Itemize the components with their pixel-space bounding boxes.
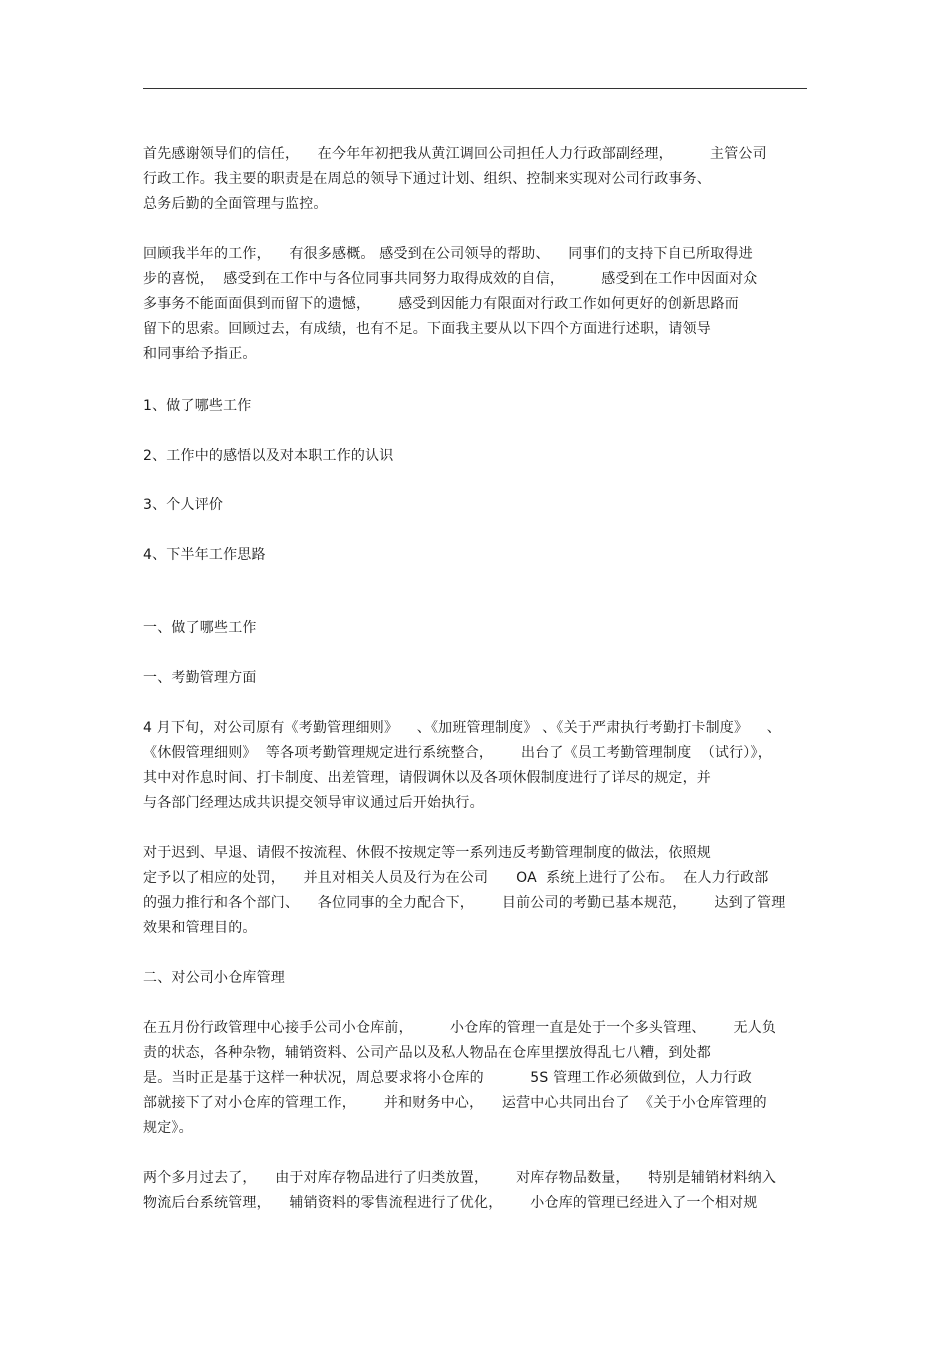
outline-item: 1、做了哪些工作 — [143, 398, 252, 414]
section-heading: 一、做了哪些工作 — [143, 620, 257, 636]
outline-item: 4、下半年工作思路 — [143, 547, 266, 563]
paragraph-review-line: 步的喜悦， 感受到在工作中与各位同事共同努力取得成效的自信， 感受到在工作中因面对众 — [143, 271, 758, 287]
paragraph-penalty-line: 效果和管理目的。 — [143, 920, 257, 936]
paragraph-penalty-line: 的强力推行和各个部门、 各位同事的全力配合下， 目前公司的考勤已基本规范， 达到了管理 — [143, 895, 786, 911]
paragraph-attendance-line: 其中对作息时间、打卡制度、出差管理，请假调休以及各项休假制度进行了详尽的规定，并 — [143, 770, 711, 786]
paragraph-review-line: 多事务不能面面俱到而留下的遗憾， 感受到因能力有限面对行政工作如何更好的创新思路而 — [143, 296, 739, 312]
paragraph-intro-line: 首先感谢领导们的信任， 在今年年初把我从黄江调回公司担任人力行政部副经理， 主管公司 — [143, 146, 767, 162]
paragraph-warehouse-line: 规定》。 — [143, 1120, 193, 1136]
paragraph-warehouse-line: 是。当时正是基于这样一种状况，周总要求将小仓库的 5S 管理工作必须做到位，人力行政 — [143, 1070, 752, 1086]
paragraph-penalty-line: 定予以了相应的处罚， 并且对相关人员及行为在公司 OA 系统上进行了公布。 在人力行政部 — [143, 870, 769, 886]
paragraph-warehouse-line: 责的状态，各种杂物，辅销资料、公司产品以及私人物品在仓库里摆放得乱七八糟，到处都 — [143, 1045, 711, 1061]
paragraph-attendance-line: 《休假管理细则》 等各项考勤管理规定进行系统整合， 出台了《员工考勤管理制度 （试行）》， — [143, 745, 772, 761]
paragraph-penalty-line: 对于迟到、早退、请假不按流程、休假不按规定等一系列违反考勤管理制度的做法，依照规 — [143, 845, 711, 861]
paragraph-attendance-line: 4 月下旬，对公司原有《考勤管理细则》 、《加班管理制度》 、《关于严肃执行考勤打卡制度》 、 — [143, 720, 782, 736]
outline-item: 2、工作中的感悟以及对本职工作的认识 — [143, 448, 394, 464]
paragraph-results-line: 两个多月过去了， 由于对库存物品进行了归类放置， 对库存物品数量， 特别是辅销材料纳入 — [143, 1170, 777, 1186]
paragraph-results-line: 物流后台系统管理， 辅销资料的零售流程进行了优化， 小仓库的管理已经进入了一个相对规 — [143, 1195, 758, 1211]
paragraph-review-line: 回顾我半年的工作， 有很多感概。 感受到在公司领导的帮助、 同事们的支持下自已所取得进 — [143, 246, 753, 262]
paragraph-warehouse-line: 在五月份行政管理中心接手公司小仓库前， 小仓库的管理一直是处于一个多头管理、 无人负 — [143, 1020, 777, 1036]
paragraph-warehouse-line: 部就接下了对小仓库的管理工作， 并和财务中心， 运营中心共同出台了 《关于小仓库管理的 — [143, 1095, 767, 1111]
paragraph-review-line: 留下的思索。回顾过去，有成绩，也有不足。下面我主要从以下四个方面进行述职，请领导 — [143, 321, 711, 337]
paragraph-intro-line: 总务后勤的全面管理与监控。 — [143, 196, 328, 212]
paragraph-attendance-line: 与各部门经理达成共识提交领导审议通过后开始执行。 — [143, 795, 484, 811]
subsection-heading: 一、考勤管理方面 — [143, 670, 257, 686]
outline-item: 3、个人评价 — [143, 497, 224, 513]
paragraph-review-line: 和同事给予指正。 — [143, 346, 257, 362]
subsection-heading: 二、对公司小仓库管理 — [143, 970, 285, 986]
paragraph-intro-line: 行政工作。我主要的职责是在周总的领导下通过计划、组织、控制来实现对公司行政事务、 — [143, 171, 711, 187]
header-rule — [143, 88, 807, 89]
